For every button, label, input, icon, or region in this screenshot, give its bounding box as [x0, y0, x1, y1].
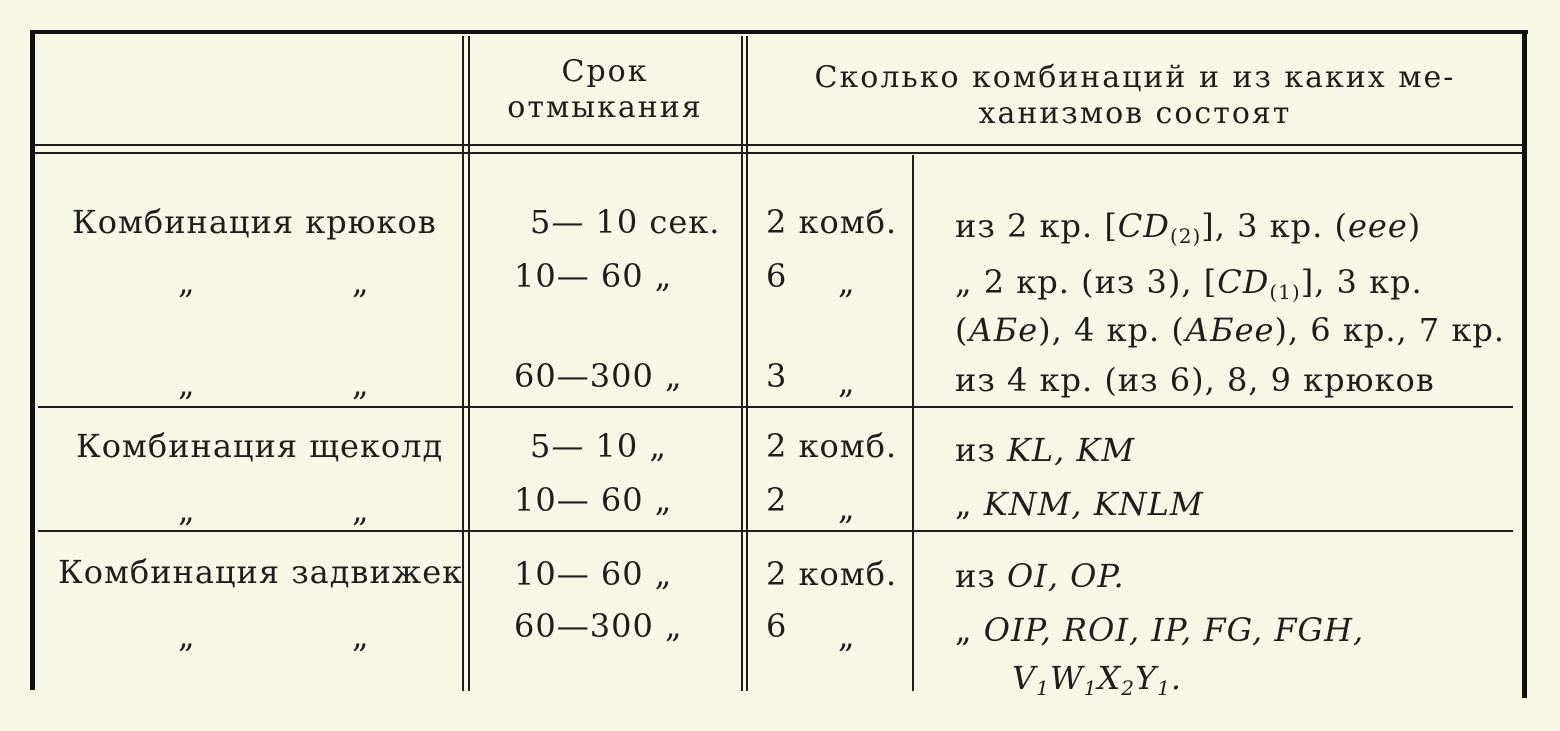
col-rule-1a — [462, 36, 464, 691]
g3r2-ditto-1: „ — [178, 617, 196, 655]
group-rule-2 — [38, 530, 1513, 532]
g3r2-desc-w-sub: 1 — [1083, 676, 1098, 700]
g3r2-desc-y-sub: 1 — [1157, 676, 1171, 700]
g1r1-period: 5— 10 сек. — [530, 203, 721, 241]
g3r2-desc-v-sub: 1 — [1036, 676, 1050, 700]
g1r3-ditto-2: „ — [352, 365, 370, 403]
g2r1-period: 5— 10 „ — [530, 427, 667, 465]
g1r3-ditto-1: „ — [178, 365, 196, 403]
g3r2-desc-y: Y — [1134, 659, 1158, 697]
g2r1-count: 2 комб. — [766, 427, 898, 465]
g1r2-desc-l2a: ( — [955, 311, 969, 349]
header-period-line1: Срок — [561, 54, 649, 89]
g1r1-desc-eee: eee — [1347, 207, 1408, 245]
g1r1-desc-cd: CD — [1117, 207, 1170, 245]
g3r2-desc-v: V — [1012, 659, 1037, 697]
g2r1-name: Комбинация щеколд — [76, 427, 444, 465]
g2r2-ditto-1: „ — [178, 491, 196, 529]
g2r2-ditto-2: „ — [352, 491, 370, 529]
g3r2-desc-w: W — [1049, 659, 1084, 697]
col-rule-3 — [912, 155, 914, 691]
g1r1-count: 2 комб. — [766, 203, 898, 241]
g2r1-desc-a: из — [955, 431, 1007, 469]
g1r2-count-ditto: „ — [838, 263, 856, 301]
g1r2-desc-a: „ 2 кр. (из 3), [ — [955, 263, 1218, 301]
g2r2-desc-a: „ — [955, 485, 984, 523]
col-rule-2b — [746, 36, 748, 691]
g3r1-name: Комбинация задвижек — [58, 553, 464, 591]
g3r2-desc-end: . — [1170, 659, 1183, 697]
g1r2-desc-l2d: АБее — [1184, 311, 1275, 349]
g3r2-desc-x-sub: 2 — [1121, 676, 1135, 700]
g3r1-count: 2 комб. — [766, 555, 898, 593]
g1r1-desc-c: ) — [1407, 207, 1422, 245]
g1r3-period: 60—300 „ — [514, 357, 683, 395]
g3r1-desc — [955, 556, 1125, 596]
g1r2-desc-l2e: ), 6 кр., 7 кр. — [1274, 311, 1506, 349]
g3r2-desc-line2 — [1012, 658, 1182, 708]
g1r1-desc-b: ], 3 кр. ( — [1201, 207, 1348, 245]
g2r1-desc-b: KL, KM — [1006, 431, 1136, 469]
g2r2-count-num: 2 — [766, 481, 788, 519]
header-rule-1 — [35, 144, 1522, 146]
g3r2-count-num: 6 — [766, 607, 788, 645]
header-period-line2: отмыкания — [507, 90, 703, 125]
g2r2-desc — [955, 484, 1204, 524]
g2r2-desc-b: KNM, KNLM — [983, 485, 1204, 523]
table-top-border — [30, 30, 1528, 34]
g1r3-count-num: 3 — [766, 357, 788, 395]
g1r2-desc-l2c: ), 4 кр. ( — [1038, 311, 1185, 349]
col-rule-2a — [741, 36, 743, 691]
table-left-border — [30, 30, 35, 690]
g1r2-count-num: 6 — [766, 257, 788, 295]
g3r1-desc-a: из — [955, 557, 1007, 595]
g2r2-count-ditto: „ — [838, 489, 856, 527]
g1r2-desc-sub: (1) — [1269, 280, 1301, 304]
g1r2-ditto-1: „ — [178, 263, 196, 301]
g1r1-desc — [955, 206, 1421, 256]
g3r2-count-ditto: „ — [838, 617, 856, 655]
header-period — [470, 54, 740, 126]
g1r2-period: 10— 60 „ — [514, 257, 673, 295]
col-rule-1b — [468, 36, 470, 691]
g1r2-desc-line1 — [955, 262, 1423, 312]
header-combos — [750, 60, 1520, 132]
g3r2-period: 60—300 „ — [514, 607, 683, 645]
g1r3-desc: из 4 кр. (из 6), 8, 9 крюков — [955, 361, 1435, 399]
g3r2-ditto-2: „ — [352, 617, 370, 655]
header-combos-line2: ханизмов состоят — [978, 96, 1292, 131]
g2r1-desc — [955, 430, 1135, 470]
g3r2-desc-line1 — [955, 610, 1364, 650]
g1r1-desc-a: из 2 кр. [ — [955, 207, 1118, 245]
g1r3-count-ditto: „ — [838, 363, 856, 401]
header-combos-line1: Сколько комбинаций и из каких ме- — [814, 60, 1456, 95]
g1r1-name: Комбинация крюков — [72, 203, 437, 241]
g1r2-desc-line2 — [955, 310, 1505, 350]
g3r1-desc-b: OI, OP. — [1006, 557, 1125, 595]
g1r2-ditto-2: „ — [352, 263, 370, 301]
g3r2-desc-a: „ — [955, 611, 984, 649]
g1r2-desc-l2b: АБе — [968, 311, 1039, 349]
g1r2-desc-cd: CD — [1217, 263, 1270, 301]
g3r1-period: 10— 60 „ — [514, 555, 673, 593]
header-rule-2 — [35, 152, 1522, 154]
g1r2-desc-b: ], 3 кр. — [1300, 263, 1423, 301]
g1r1-desc-sub: (2) — [1169, 224, 1202, 248]
g3r2-desc-b: OIP, ROI, IP, FG, FGH, — [983, 611, 1365, 649]
g2r2-period: 10— 60 „ — [514, 481, 673, 519]
group-rule-1 — [38, 406, 1513, 408]
g3r2-desc-x: X — [1097, 659, 1122, 697]
table-right-border — [1522, 30, 1527, 698]
